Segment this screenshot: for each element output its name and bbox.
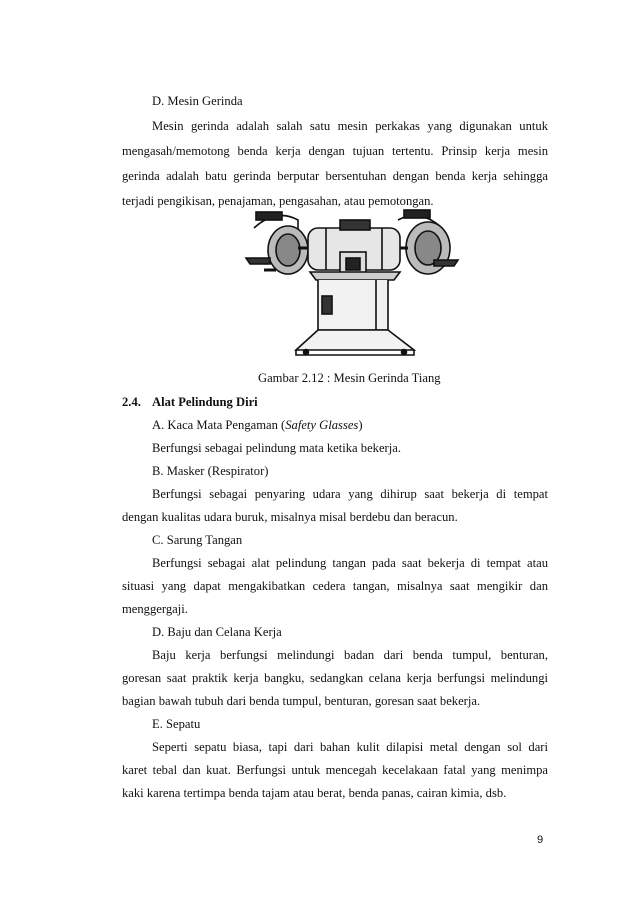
label-text: ) <box>358 418 363 432</box>
item-description: bagian bawah tubuh dari benda tumpul, benturan, goresan saat bekerja. <box>122 694 481 708</box>
label-text: A. Kaca Mata Pengaman ( <box>152 418 286 432</box>
bench-grinder-figure <box>236 200 460 360</box>
item-description: karet tebal dan kuat. Berfungsi untuk mencegah kecelakaan fatal yang menimpa <box>122 763 548 777</box>
page-number: 9 <box>537 834 544 846</box>
item-description: Berfungsi sebagai penyaring udara yang dihirup saat bekerja di tempat <box>152 487 548 501</box>
label-italic: Safety Glasses <box>285 418 359 432</box>
item-description: dengan kualitas udara buruk, misalnya misal berdebu dan beracun. <box>122 510 458 524</box>
figure-caption: Gambar 2.12 : Mesin Gerinda Tiang <box>258 371 441 385</box>
item-description: Berfungsi sebagai pelindung mata ketika bekerja. <box>152 441 401 455</box>
section-title: Alat Pelindung Diri <box>152 395 258 409</box>
item-label-safety-glasses <box>152 417 363 433</box>
item-description: menggergaji. <box>122 602 188 616</box>
section-number: 2.4. <box>122 395 141 409</box>
item-description: Baju kerja berfungsi melindungi badan dari benda tumpul, benturan, <box>152 648 548 662</box>
item-description: goresan saat praktik kerja bangku, sedangkan celana kerja berfungsi melindungi <box>122 671 548 685</box>
bench-grinder-icon <box>236 200 460 360</box>
paragraph-line: Mesin gerinda adalah salah satu mesin perkakas yang digunakan untuk <box>152 119 548 133</box>
item-description: Berfungsi sebagai alat pelindung tangan pada saat bekerja di tempat atau <box>152 556 548 570</box>
item-description: Seperti sepatu biasa, tapi dari bahan kulit dilapisi metal dengan sol dari <box>152 740 548 754</box>
item-description: situasi yang dapat mengakibatkan cedera tangan, misalnya saat mengikir dan <box>122 579 548 593</box>
item-label-sarung-tangan: C. Sarung Tangan <box>152 533 243 547</box>
item-label-masker: B. Masker (Respirator) <box>152 464 269 478</box>
item-description: kaki karena tertimpa benda tajam atau berat, benda panas, cairan kimia, dsb. <box>122 786 507 800</box>
paragraph-line: terjadi pengikisan, penajaman, pengasahan, atau pemotongan. <box>122 194 434 208</box>
item-label-sepatu: E. Sepatu <box>152 717 201 731</box>
item-label-baju-celana: D. Baju dan Celana Kerja <box>152 625 282 639</box>
paragraph-line: mengasah/memotong benda kerja dengan tujuan tertentu. Prinsip kerja mesin <box>122 144 548 158</box>
paragraph-line: gerinda adalah batu gerinda berputar bersentuhan dengan benda kerja sehingga <box>122 169 548 183</box>
heading-mesin-gerinda: D. Mesin Gerinda <box>152 94 243 108</box>
